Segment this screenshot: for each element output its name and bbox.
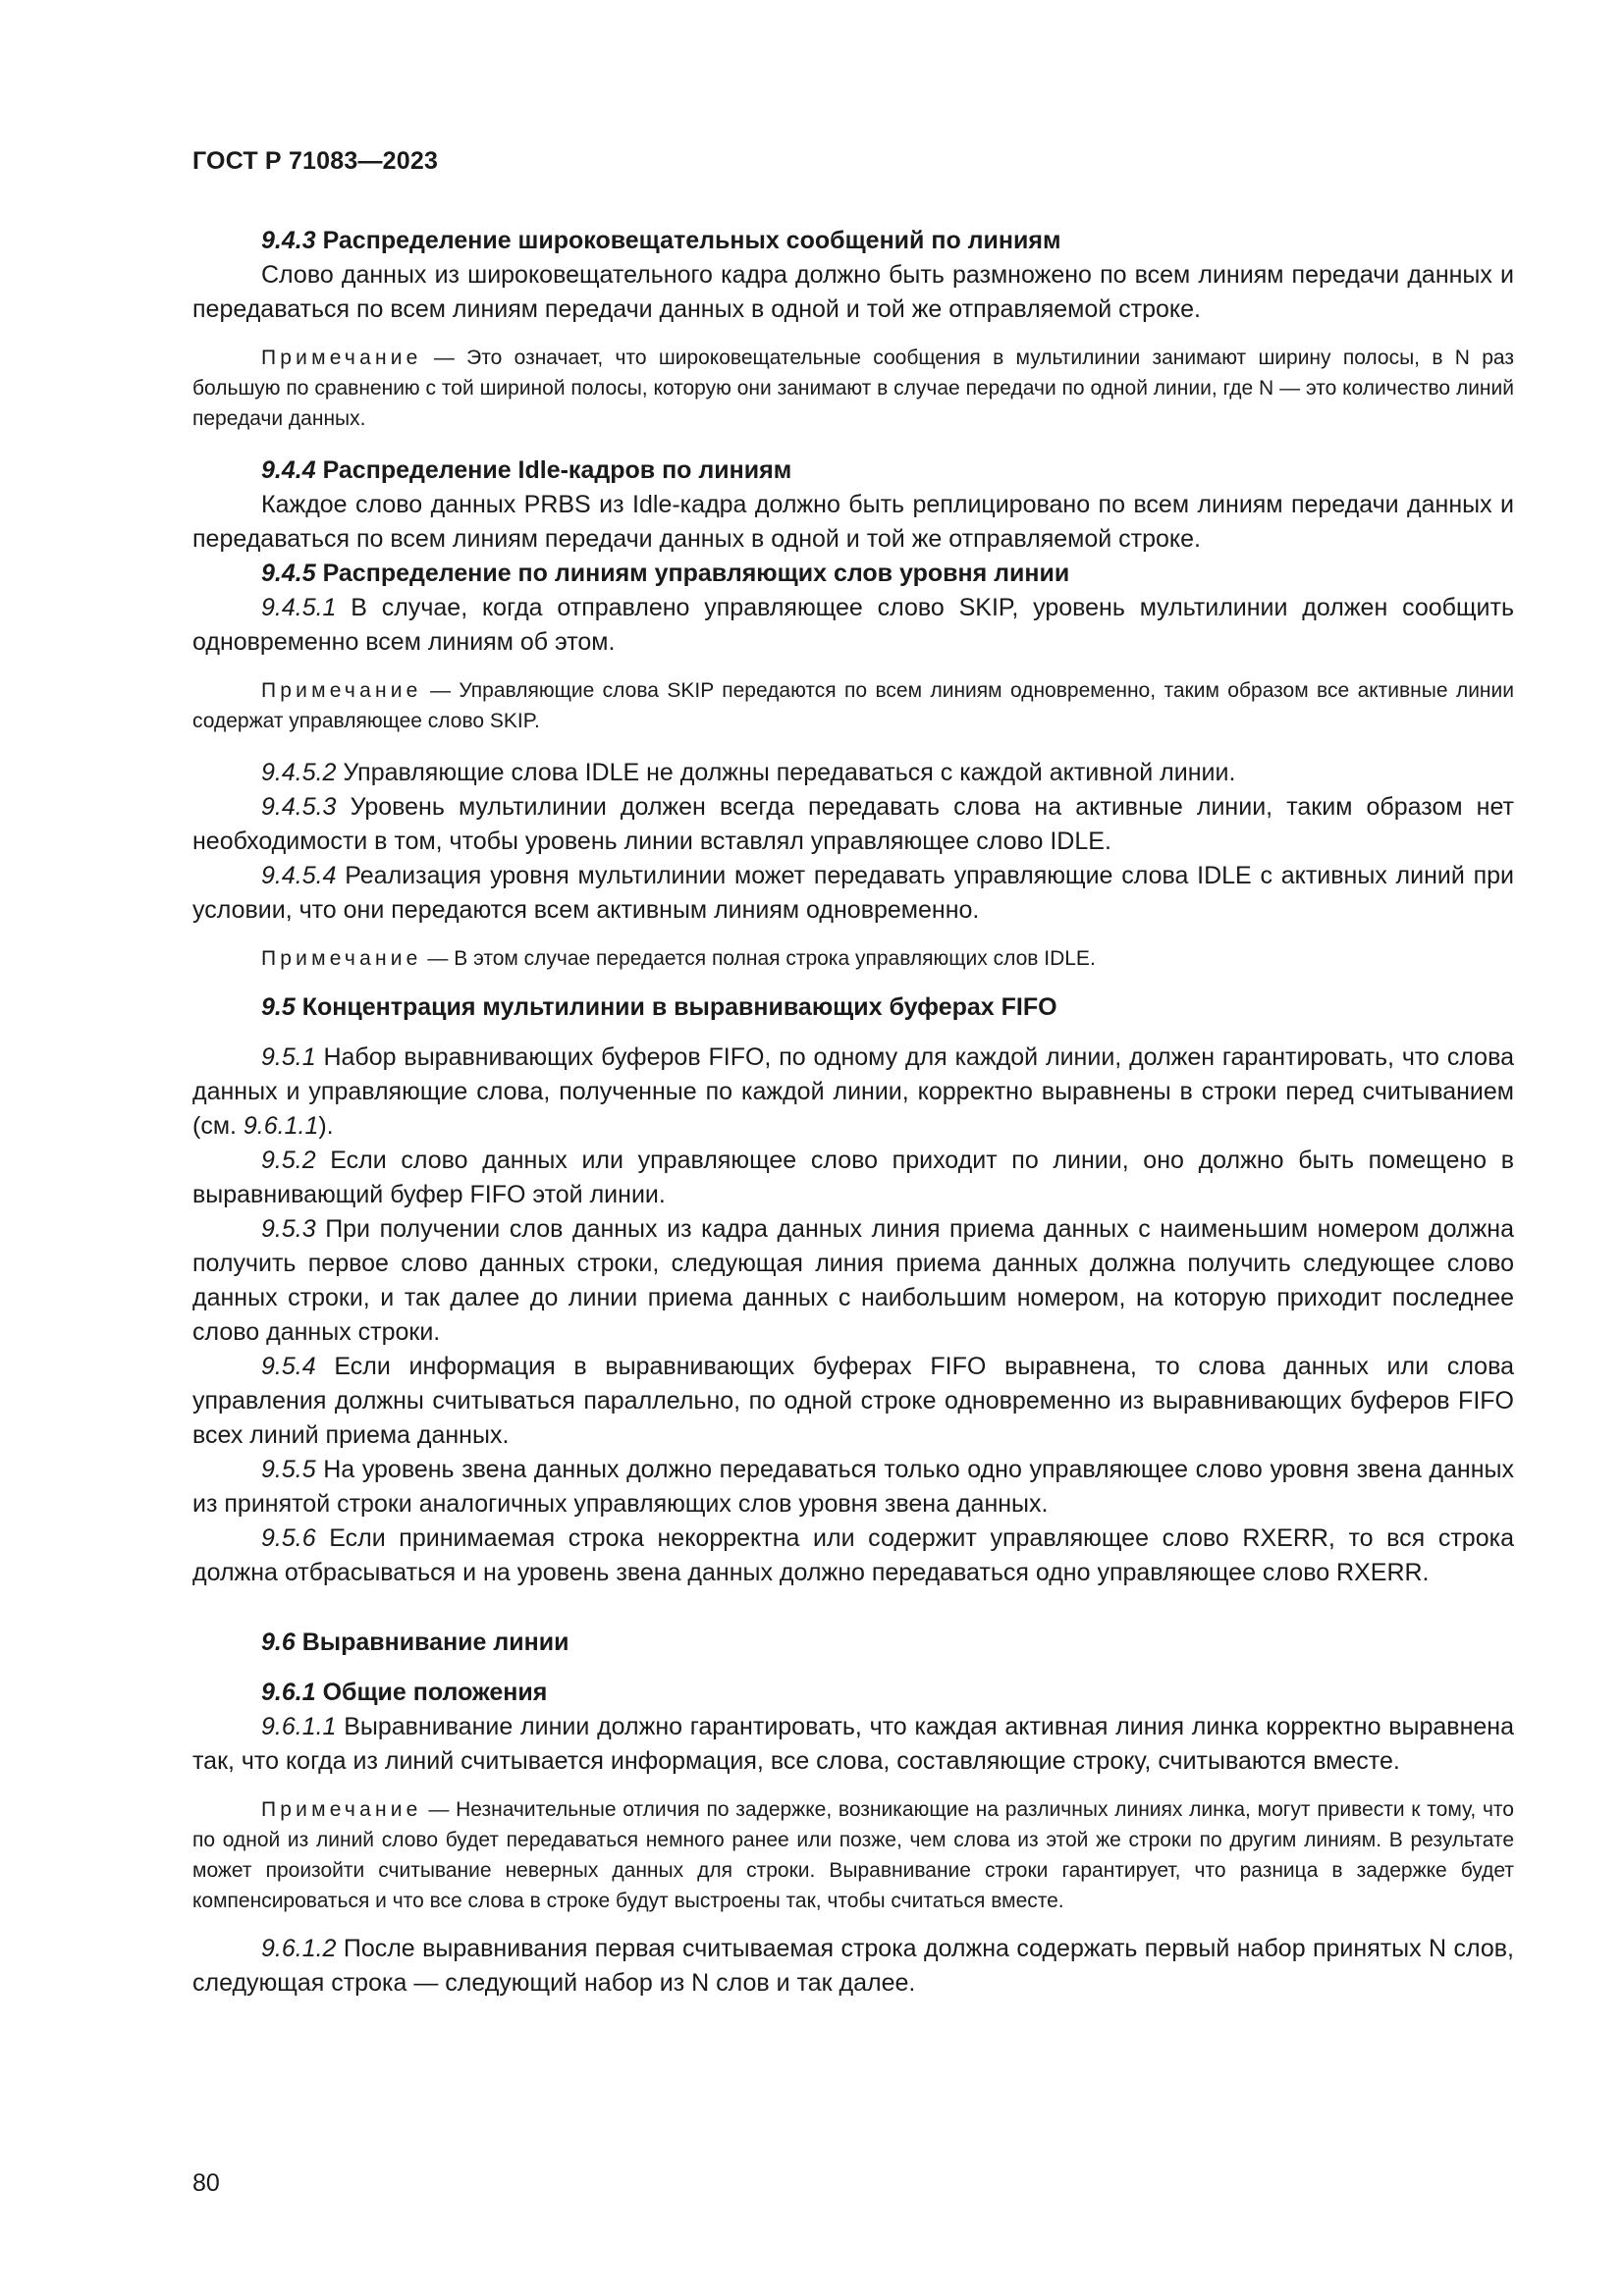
note: Примечание — В этом случае передается полная строка управляющих слов IDLE. <box>261 947 1096 970</box>
paragraph: 9.5.4 Если информация в выравнивающих буферах FIFO выравнена, то слова данных или слова управления должны считываться параллельно, по одной строке одновременно из выравнивающих буферов FIFO всех линий приема данных. <box>192 1353 1514 1449</box>
section-heading: 9.4.3 Распределение широковещательных сообщений по линиям <box>261 227 1061 254</box>
section-9-4-3 <box>192 224 1514 434</box>
note: Примечание — Незначительные отличия по задержке, возникающие на различных линиях линка, могут привести к тому, что по одной из линий слово будет передаваться немного ранее или позже, чем слова из этой же строки по другим линиям. В результате может произойти считывание неверных данных для строки. Выравнивание строки гарантирует, что разница в задержке будет компенсироваться и что все слова в строке будут выстроены так, чтобы считаться вместе. <box>192 1798 1514 1912</box>
paragraph: 9.4.5.3 Уровень мультилинии должен всегда передавать слова на активные линии, таким образом нет необходимости в том, чтобы уровень линии вставлял управляющее слово IDLE. <box>192 793 1514 855</box>
section-heading: 9.6 Выравнивание линии <box>261 1629 569 1656</box>
paragraph: 9.5.6 Если принимаемая строка некорректна или содержит управляющее слово RXERR, то вся строка должна отбрасываться и на уровень звена данных должно передаваться одно управляющее слово RXERR. <box>192 1524 1514 1586</box>
section-heading: 9.4.4 Распределение Idle-кадров по линиям <box>261 456 792 484</box>
paragraph: Каждое слово данных PRBS из Idle-кадра должно быть реплицировано по всем линиям передачи данных и передаваться по всем линиям передачи данных в одной и той же отправляемой строке. <box>192 491 1514 553</box>
section-9-4-4 <box>192 454 1514 557</box>
paragraph: Слово данных из широковещательного кадра должно быть размножено по всем линиям передачи данных и передаваться по всем линиям передачи данных в одной и той же отправляемой строке. <box>192 261 1514 323</box>
paragraph: 9.5.5 На уровень звена данных должно передаваться только одно управляющее слово уровня звена данных из принятой строки аналогичных управляющих слов уровня звена данных. <box>192 1456 1514 1518</box>
subsection-heading: 9.6.1 Общие положения <box>261 1679 548 1706</box>
paragraph: 9.6.1.1 Выравнивание линии должно гарантировать, что каждая активная линия линка корректно выравнена так, что когда из линий считывается информация, все слова, составляющие строку, считываются вместе. <box>192 1713 1514 1775</box>
note: Примечание — Управляющие слова SKIP передаются по всем линиям одновременно, таким образом все активные линии содержат управляющее слово SKIP. <box>192 679 1514 732</box>
paragraph: 9.5.3 При получении слов данных из кадра данных линия приема данных с наименьшим номером должна получить первое слово данных строки, следующая линия приема данных должна получить следующее слово данных строки, и так далее до линии приема данных с наибольшим номером, на которую приходит последнее слово данных строки. <box>192 1215 1514 1346</box>
note: Примечание — Это означает, что широковещательные сообщения в мультилинии занимают ширину полосы, в N раз большую по сравнению с той шириной полосы, которую они занимают в случае передачи по одной линии, где N — это количество линий передачи данных. <box>192 347 1514 430</box>
page-number: 80 <box>192 2169 220 2197</box>
paragraph: 9.4.5.4 Реализация уровня мультилинии может передавать управляющие слова IDLE с активных линий при условии, что они передаются всем активным линиям одновременно. <box>192 862 1514 924</box>
paragraph: 9.4.5.1 В случае, когда отправлено управляющее слово SKIP, уровень мультилинии должен сообщить одновременно всем линиям об этом. <box>192 594 1514 656</box>
paragraph: 9.6.1.2 После выравнивания первая считываемая строка должна содержать первый набор принятых N слов, следующая строка — следующий набор из N слов и так далее. <box>192 1935 1514 1997</box>
paragraph: 9.5.2 Если слово данных или управляющее слово приходит по линии, оно должно быть помещено в выравнивающий буфер FIFO этой линии. <box>192 1147 1515 1208</box>
section-9-6 <box>192 1626 1514 2001</box>
section-heading: 9.4.5 Распределение по линиям управляющих слов уровня линии <box>261 560 1070 587</box>
document-header: ГОСТ Р 71083—2023 <box>192 147 439 175</box>
paragraph: 9.5.1 Набор выравнивающих буферов FIFO, по одному для каждой линии, должен гарантировать, что слова данных и управляющие слова, полученные по каждой линии, корректно выравнены в строки перед считыванием (см. 9.6.1.1). <box>192 1043 1514 1140</box>
section-9-4-5 <box>192 557 1514 974</box>
paragraph: 9.4.5.2 Управляющие слова IDLE не должны передаваться с каждой активной линии. <box>261 759 1236 786</box>
section-9-5 <box>192 990 1514 1590</box>
section-heading: 9.5 Концентрация мультилинии в выравнивающих буферах FIFO <box>261 993 1057 1021</box>
